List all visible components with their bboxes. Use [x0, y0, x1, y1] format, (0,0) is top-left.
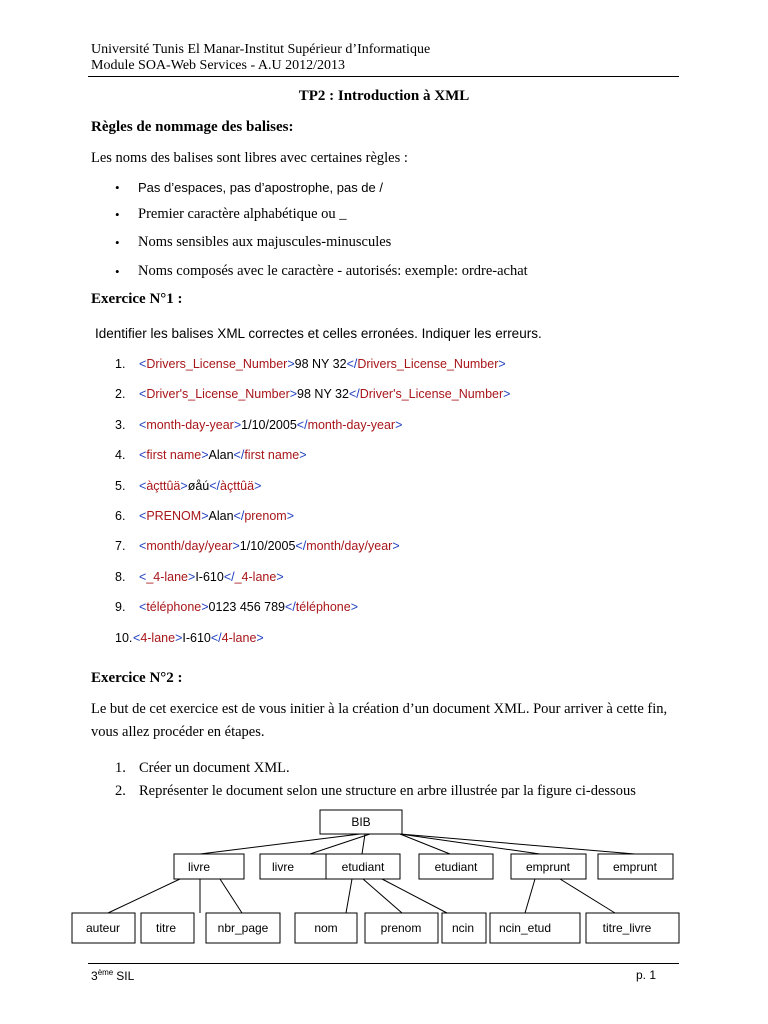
exercise1-item-number: 2. — [115, 387, 126, 401]
tag-bracket: > — [175, 631, 183, 645]
rule-item: Premier caractère alphabétique ou _ — [138, 206, 347, 222]
tag-bracket: > — [287, 357, 295, 371]
close-tag-name: first name — [244, 448, 300, 462]
exercise1-item-number: 4. — [115, 448, 126, 462]
tag-bracket: > — [188, 570, 196, 584]
tag-bracket: > — [503, 387, 511, 401]
tag-bracket: > — [233, 418, 242, 432]
exercise2-paragraph-line1: Le but de cet exercice est de vous initier à la création d’un document XML. Pour arriver à cette fin, — [91, 701, 668, 717]
open-tag-name: àçttûä — [146, 479, 181, 493]
exercise1-instruction: Identifier les balises XML correctes et celles erronées. Indiquer les erreurs. — [95, 326, 542, 341]
tag-bracket: > — [256, 631, 264, 645]
rule-item: Pas d’espaces, pas d’apostrophe, pas de / — [138, 180, 383, 195]
tag-bracket: </ — [296, 418, 308, 432]
tree-node-label: emprunt — [525, 860, 571, 874]
tree-node-label: ncin — [451, 921, 475, 935]
close-tag-name: àçttûä — [220, 479, 255, 493]
open-tag-name: month-day-year — [146, 418, 234, 432]
footer-class-prefix: 3 — [91, 969, 98, 983]
exercise1-item — [139, 448, 307, 462]
step-number: 1. — [115, 760, 126, 776]
tag-bracket: </ — [210, 631, 222, 645]
tree-node-emprunt — [511, 854, 586, 879]
tag-bracket: < — [139, 570, 147, 584]
exercise1-item — [139, 357, 506, 371]
bullet-icon: • — [115, 235, 120, 250]
document-title: TP2 : Introduction à XML — [298, 88, 470, 104]
tree-node-titre — [141, 913, 194, 943]
tree-node-ncin-etud — [490, 913, 580, 943]
xml-tree-diagram — [70, 808, 690, 948]
tag-bracket: </ — [233, 448, 245, 462]
exercise1-item — [139, 539, 400, 553]
close-tag-name: Driver's_License_Number — [359, 387, 504, 401]
exercise1-item — [139, 418, 402, 432]
tag-value: 1/10/2005 — [241, 418, 297, 432]
tree-node-etudiant — [419, 854, 493, 879]
tag-bracket: </ — [209, 479, 221, 493]
tree-node-label: auteur — [85, 921, 121, 935]
rules-heading: Règles de nommage des balises: — [91, 119, 294, 135]
tree-node-label: livre — [187, 860, 211, 874]
step-text: Représenter le document selon une structure en arbre illustrée par la figure ci-dessous — [139, 783, 636, 799]
tree-node-root — [320, 810, 402, 834]
tag-bracket: < — [139, 357, 147, 371]
exercise1-item — [133, 631, 264, 645]
tree-node-nom — [295, 913, 357, 943]
tag-bracket: > — [289, 387, 298, 401]
exercise1-item-number: 7. — [115, 539, 126, 553]
exercise1-item — [139, 387, 510, 401]
tag-bracket: </ — [285, 600, 296, 614]
tag-bracket: > — [286, 509, 295, 523]
open-tag-name: 4-lane — [140, 631, 176, 645]
tree-node-label: titre_livre — [602, 921, 652, 935]
open-tag-name: month/day/year — [146, 539, 233, 553]
tag-bracket: > — [201, 448, 209, 462]
tree-node-titre-livre — [586, 913, 679, 943]
footer-class-sup: ème — [97, 968, 114, 977]
tag-bracket: > — [201, 509, 209, 523]
tag-bracket: > — [395, 418, 403, 432]
tag-bracket: </ — [346, 357, 358, 371]
tag-bracket: > — [180, 479, 188, 493]
tag-bracket: < — [139, 479, 147, 493]
tag-value: 1/10/2005 — [239, 539, 296, 553]
exercise1-item — [139, 600, 358, 614]
tree-node-prenom — [365, 913, 438, 943]
close-tag-name: téléphone — [295, 600, 351, 614]
tree-node-label: ncin_etud — [498, 921, 552, 935]
tag-bracket: > — [299, 448, 307, 462]
exercise1-item-number: 9. — [115, 600, 126, 614]
tag-value: øåú — [187, 479, 210, 493]
tree-node-label: nom — [314, 921, 338, 935]
tag-value: Alan — [208, 509, 234, 523]
tag-bracket: > — [350, 600, 359, 614]
tag-value: 98 NY 32 — [297, 387, 349, 401]
tag-bracket: </ — [348, 387, 360, 401]
tree-node-label: BIB — [351, 815, 371, 829]
step-text: Créer un document XML. — [139, 760, 290, 776]
tag-bracket: < — [139, 387, 147, 401]
exercise2-paragraph-line2: vous allez procéder en étapes. — [91, 724, 265, 740]
tree-node-label: etudiant — [341, 860, 385, 874]
footer-rule — [88, 963, 679, 964]
exercise1-item-number: 1. — [115, 357, 126, 371]
tag-bracket: < — [133, 631, 141, 645]
footer-class-suffix: SIL — [116, 969, 135, 983]
bullet-icon: • — [115, 264, 120, 279]
tree-node-etudiant — [326, 854, 400, 879]
tag-bracket: > — [276, 570, 284, 584]
tree-node-ncin — [442, 913, 486, 943]
tag-value: I-610 — [195, 570, 224, 584]
tree-node-label: nbr_page — [217, 921, 269, 935]
open-tag-name: Drivers_License_Number — [146, 357, 288, 371]
tree-node-label: emprunt — [612, 860, 658, 874]
exercise1-item — [139, 570, 284, 584]
exercise1-item — [139, 479, 261, 493]
header-module: Module SOA-Web Services - A.U 2012/2013 — [91, 58, 345, 73]
tag-bracket: > — [392, 539, 400, 553]
tag-bracket: < — [139, 539, 147, 553]
close-tag-name: Drivers_License_Number — [357, 357, 499, 371]
open-tag-name: first name — [146, 448, 202, 462]
rule-item: Noms sensibles aux majuscules-minuscules — [138, 234, 392, 250]
footer-page-number: p. 1 — [636, 968, 657, 982]
exercise1-item-number: 6. — [115, 509, 126, 523]
open-tag-name: _4-lane — [146, 570, 189, 584]
tag-bracket: > — [201, 600, 209, 614]
tag-bracket: < — [139, 509, 147, 523]
tag-value: 98 NY 32 — [294, 357, 347, 371]
tag-bracket: </ — [223, 570, 235, 584]
tag-bracket: </ — [233, 509, 245, 523]
open-tag-name: téléphone — [146, 600, 202, 614]
tree-node-nbr-page — [206, 913, 280, 943]
close-tag-name: 4-lane — [221, 631, 257, 645]
exercise1-item-number: 10. — [115, 631, 133, 645]
bullet-icon: • — [115, 180, 120, 195]
tree-node-livre — [174, 854, 244, 879]
open-tag-name: PRENOM — [146, 509, 202, 523]
tag-bracket: > — [232, 539, 240, 553]
open-tag-name: Driver's_License_Number — [146, 387, 290, 401]
exercise1-heading: Exercice N°1 : — [91, 291, 183, 307]
tree-node-label: livre — [271, 860, 295, 874]
tree-node-label: etudiant — [434, 860, 478, 874]
tree-node-label: titre — [155, 921, 177, 935]
tag-bracket: < — [139, 600, 147, 614]
tree-node-livre — [260, 854, 327, 879]
header-rule — [88, 76, 679, 77]
exercise1-item-number: 3. — [115, 418, 126, 432]
tag-value: I-610 — [182, 631, 211, 645]
exercise1-item — [139, 509, 294, 523]
rules-intro: Les noms des balises sont libres avec certaines règles : — [91, 150, 408, 166]
tag-bracket: > — [498, 357, 506, 371]
tree-node-label: prenom — [380, 921, 422, 935]
rule-item: Noms composés avec le caractère - autorisés: exemple: ordre-achat — [138, 263, 528, 279]
tag-bracket: < — [139, 418, 147, 432]
tag-bracket: < — [139, 448, 147, 462]
tree-node-auteur — [72, 913, 135, 943]
close-tag-name: month/day/year — [306, 539, 393, 553]
tag-bracket: </ — [295, 539, 307, 553]
close-tag-name: _4-lane — [234, 570, 277, 584]
tree-node-emprunt — [598, 854, 673, 879]
exercise2-heading: Exercice N°2 : — [91, 670, 183, 686]
header-institution: Université Tunis El Manar-Institut Supérieur d’Informatique — [91, 42, 431, 57]
close-tag-name: month-day-year — [307, 418, 396, 432]
tag-value: 0123 456 789 — [208, 600, 286, 614]
step-number: 2. — [115, 783, 126, 799]
close-tag-name: prenom — [244, 509, 287, 523]
bullet-icon: • — [115, 207, 120, 222]
footer-class — [91, 968, 134, 983]
exercise1-item-number: 5. — [115, 479, 126, 493]
tag-value: Alan — [208, 448, 234, 462]
tag-bracket: > — [254, 479, 262, 493]
exercise1-item-number: 8. — [115, 570, 126, 584]
